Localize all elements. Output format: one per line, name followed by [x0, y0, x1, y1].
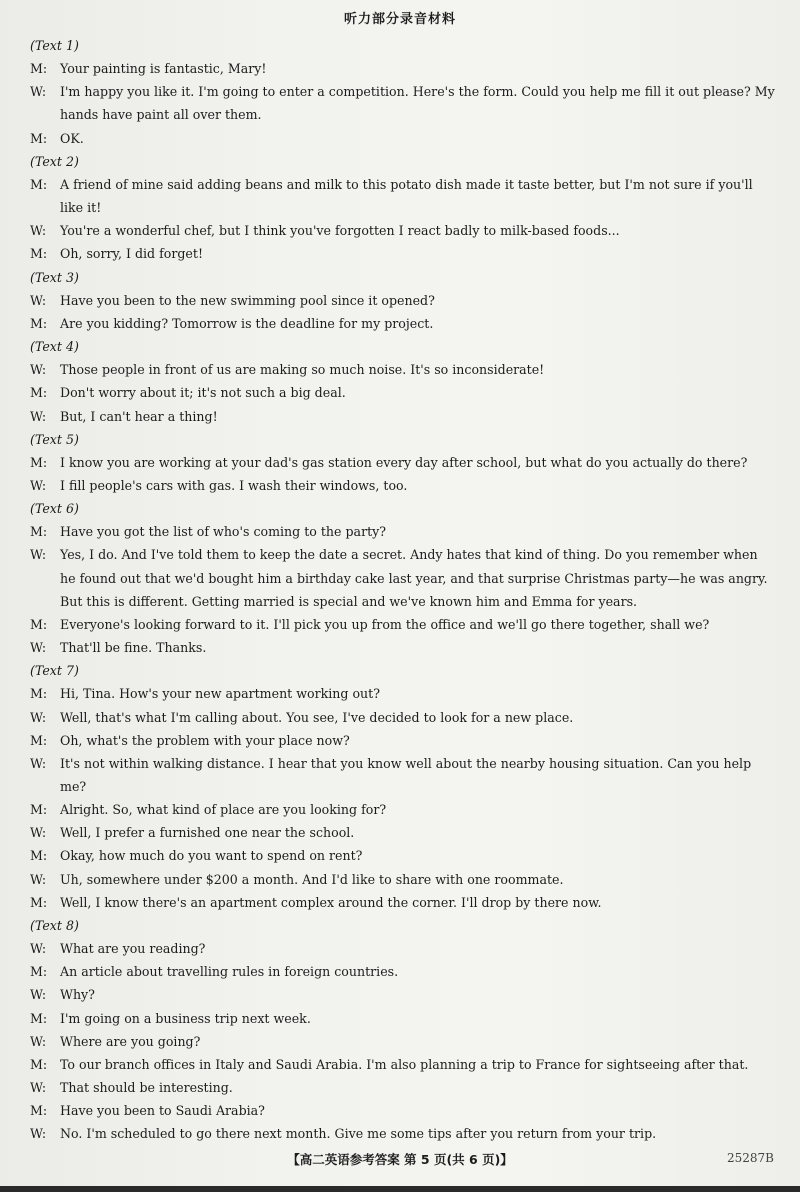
dialogue-text: Your painting is fantastic, Mary!: [60, 61, 267, 77]
dialogue-text: Well, that's what I'm calling about. You see, I've decided to look for a new place.: [60, 709, 574, 725]
dialogue-text: I fill people's cars with gas. I wash their windows, too.: [60, 477, 408, 493]
dialogue-text: You're a wonderful chef, but I think you've forgotten I react badly to milk-based foods...: [60, 223, 620, 239]
dialogue-text: But, I can't hear a thing!: [60, 408, 218, 424]
dialogue-line: [30, 1099, 776, 1122]
speaker-label: M:: [30, 894, 48, 910]
speaker-label: M:: [30, 732, 48, 748]
dialogue-line: [30, 844, 776, 867]
speaker-label: W:: [30, 292, 47, 308]
speaker-label: M:: [30, 61, 48, 77]
dialogue-text: Uh, somewhere under $200 a month. And I'd like to share with one roommate.: [60, 871, 564, 887]
text-section-label: (Text 6): [30, 501, 79, 517]
text-section-label: (Text 5): [30, 431, 79, 447]
speaker-label: W:: [30, 755, 47, 771]
dialogue-text: An article about travelling rules in foreign countries.: [60, 964, 399, 980]
speaker-label: W:: [30, 84, 47, 100]
dialogue-line: [30, 1007, 776, 1030]
speaker-label: M:: [30, 246, 48, 262]
dialogue-line: [30, 520, 776, 543]
text-section-label: (Text 4): [30, 339, 79, 355]
dialogue-line: [30, 57, 776, 80]
speaker-label: M:: [30, 802, 48, 818]
dialogue-text: That should be interesting.: [60, 1080, 233, 1096]
scan-edge: [0, 1186, 800, 1192]
dialogue-text: OK.: [60, 130, 84, 146]
dialogue-text: It's not within walking distance. I hear that you know well about the nearby housing situation. Can you help me?: [60, 755, 752, 794]
dialogue-text: Okay, how much do you want to spend on rent?: [60, 848, 363, 864]
speaker-label: M:: [30, 524, 48, 540]
text-section-label: (Text 3): [30, 269, 79, 285]
dialogue-line: [30, 868, 776, 891]
dialogue-line: [30, 219, 776, 242]
speaker-label: W:: [30, 871, 47, 887]
dialogue-line: [30, 1030, 776, 1053]
dialogue-text: What are you reading?: [60, 941, 206, 957]
dialogue-line: [30, 289, 776, 312]
dialogue-line: [30, 798, 776, 821]
dialogue-line: [30, 312, 776, 335]
speaker-label: W:: [30, 1080, 47, 1096]
dialogue-line: [30, 821, 776, 844]
dialogue-text: I know you are working at your dad's gas station every day after school, but what do you actually do there?: [60, 454, 748, 470]
dialogue-line: [30, 358, 776, 381]
dialogue-text: Are you kidding? Tomorrow is the deadline for my project.: [60, 315, 434, 331]
speaker-label: W:: [30, 987, 47, 1003]
dialogue-text: Oh, what's the problem with your place now?: [60, 732, 350, 748]
speaker-label: M:: [30, 1010, 48, 1026]
speaker-label: M:: [30, 176, 48, 192]
text-section-label: (Text 8): [30, 917, 79, 933]
dialogue-text: To our branch offices in Italy and Saudi Arabia. I'm also planning a trip to France for sightseeing after that.: [60, 1056, 749, 1072]
dialogue-line: [30, 1122, 776, 1145]
dialogue-text: Don't worry about it; it's not such a big deal.: [60, 385, 346, 401]
dialogue-text: Where are you going?: [60, 1033, 201, 1049]
speaker-label: W:: [30, 1126, 47, 1142]
speaker-label: M:: [30, 616, 48, 632]
dialogue-text: Well, I prefer a furnished one near the school.: [60, 825, 355, 841]
speaker-label: W:: [30, 825, 47, 841]
dialogue-text: Have you been to the new swimming pool since it opened?: [60, 292, 435, 308]
speaker-label: W:: [30, 640, 47, 656]
dialogue-line: [30, 891, 776, 914]
dialogue-text: Have you been to Saudi Arabia?: [60, 1103, 265, 1119]
dialogue-line: [30, 937, 776, 960]
speaker-label: W:: [30, 1033, 47, 1049]
dialogue-line: [30, 752, 776, 798]
speaker-label: M:: [30, 454, 48, 470]
dialogue-line: [30, 451, 776, 474]
dialogue-text: Well, I know there's an apartment complex around the corner. I'll drop by there now.: [60, 894, 602, 910]
dialogue-line: [30, 636, 776, 659]
page-footer: [0, 1150, 800, 1170]
speaker-label: W:: [30, 547, 47, 563]
dialogue-text: Oh, sorry, I did forget!: [60, 246, 204, 262]
speaker-label: M:: [30, 848, 48, 864]
dialogue-line: [30, 1076, 776, 1099]
text-section-label: (Text 1): [30, 38, 79, 53]
dialogue-text: Hi, Tina. How's your new apartment working out?: [60, 686, 380, 702]
speaker-label: W:: [30, 223, 47, 239]
dialogue-text: Everyone's looking forward to it. I'll pick you up from the office and we'll go there together, shall we?: [60, 616, 710, 632]
dialogue-line: [30, 127, 776, 150]
dialogue-text: Alright. So, what kind of place are you looking for?: [60, 802, 387, 818]
dialogue-text: Why?: [60, 987, 95, 1003]
dialogue-line: [30, 682, 776, 705]
dialogue-text: Those people in front of us are making so much noise. It's so inconsiderate!: [60, 362, 545, 378]
dialogue-text: No. I'm scheduled to go there next month. Give me some tips after you return from your trip.: [60, 1126, 657, 1142]
dialogue-text: A friend of mine said adding beans and milk to this potato dish made it taste better, but I'm not sure if you'll like it!: [60, 176, 753, 216]
dialogue-line: [30, 729, 776, 752]
dialogue-line: [30, 543, 776, 612]
dialogue-text: I'm going on a business trip next week.: [60, 1010, 311, 1026]
speaker-label: W:: [30, 941, 47, 957]
dialogue-line: [30, 960, 776, 983]
speaker-label: M:: [30, 315, 48, 331]
page-title: 听力部分录音材料: [343, 12, 456, 27]
dialogue-line: [30, 706, 776, 729]
dialogue-line: [30, 173, 776, 219]
dialogue-line: [30, 983, 776, 1006]
dialogue-text: Yes, I do. And I've told them to keep the date a secret. Andy hates that kind of thing. Do you remember when he found out that we'd bought him a birthday cake last year, and that surprise Christmas party—he was angry. But this is different. Getting married is special and we've known him and Emma for years.: [60, 547, 768, 609]
dialogue-line: [30, 242, 776, 265]
transcript-body: [30, 34, 776, 1146]
speaker-label: M:: [30, 385, 48, 401]
speaker-label: M:: [30, 686, 48, 702]
dialogue-text: Have you got the list of who's coming to the party?: [60, 524, 387, 540]
speaker-label: M:: [30, 1056, 48, 1072]
dialogue-line: [30, 613, 776, 636]
text-section-label: (Text 7): [30, 663, 79, 679]
text-section-label: (Text 2): [30, 153, 79, 169]
speaker-label: M:: [30, 964, 48, 980]
footer-page-info: 【高二英语参考答案 第 5 页(共 6 页)】: [287, 1152, 513, 1167]
speaker-label: M:: [30, 1103, 48, 1119]
speaker-label: W:: [30, 709, 47, 725]
dialogue-text: That'll be fine. Thanks.: [60, 640, 207, 656]
speaker-label: W:: [30, 362, 47, 378]
dialogue-line: [30, 381, 776, 404]
speaker-label: M:: [30, 130, 48, 146]
speaker-label: W:: [30, 477, 47, 493]
dialogue-line: [30, 1053, 776, 1076]
speaker-label: W:: [30, 408, 47, 424]
dialogue-line: [30, 474, 776, 497]
dialogue-text: I'm happy you like it. I'm going to enter a competition. Here's the form. Could you help me fill it out please? My hands have paint all over them.: [60, 84, 775, 123]
footer-code: 25287B: [727, 1151, 774, 1165]
dialogue-line: [30, 405, 776, 428]
dialogue-line: [30, 80, 776, 126]
